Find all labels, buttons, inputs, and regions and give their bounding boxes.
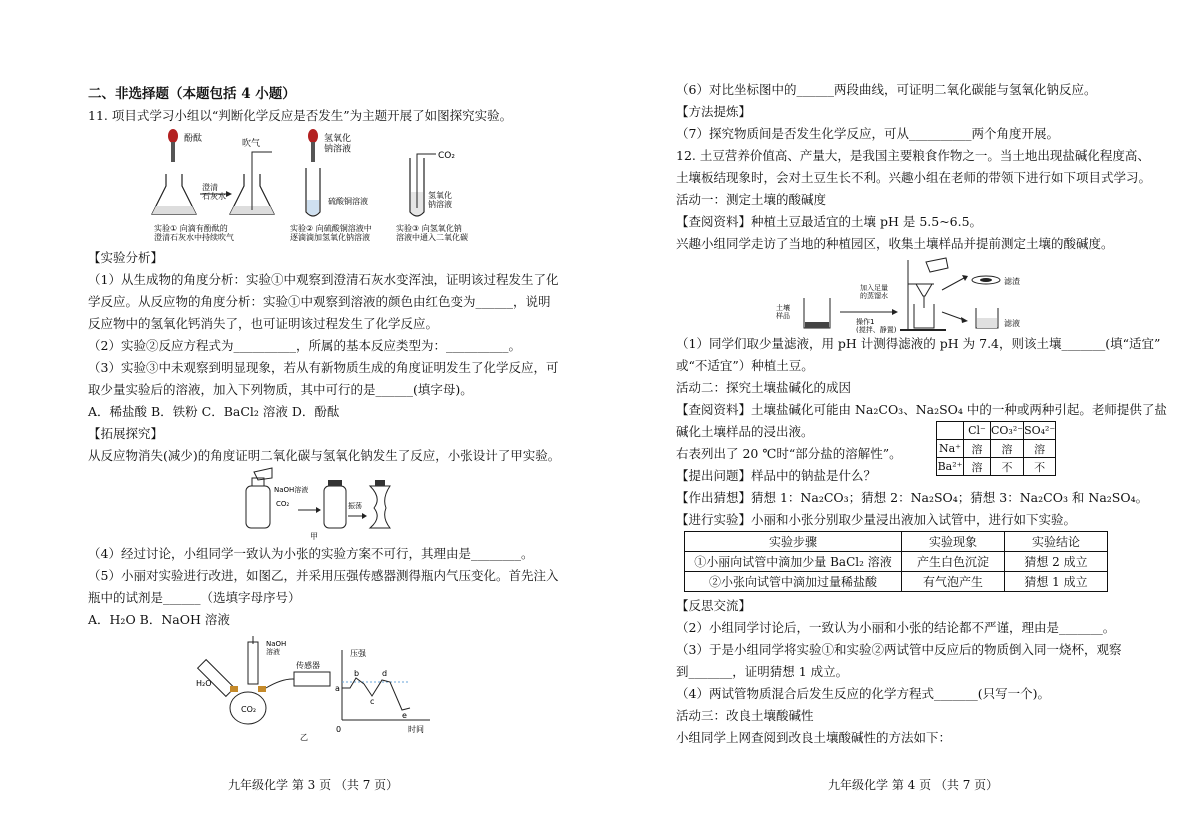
right-page [600, 0, 1200, 831]
table-cell: Ba²⁺ [937, 458, 964, 476]
figure-jia [236, 466, 396, 542]
text-line: 小组同学上网查阅到改良土壤酸碱性的方法如下： [676, 730, 952, 745]
activity-heading: 活动二：探究土壤盐碱化的成因 [676, 380, 852, 395]
table-cell: CO₃²⁻ [991, 422, 1024, 440]
label-co2: CO₂ [438, 151, 455, 161]
table-row [937, 422, 1056, 440]
table-cell: ①小丽向试管中滴加少量 BaCl₂ 溶液 [685, 552, 902, 572]
page-footer: 九年级化学 第 3 页 （共 7 页） [228, 778, 399, 792]
table-row [937, 440, 1056, 458]
table-cell: SO₄²⁻ [1024, 422, 1056, 440]
bottle-icon [246, 486, 270, 528]
label-co2: CO₂ [241, 705, 257, 714]
point-label: c [370, 697, 375, 706]
caption-yi: 乙 [300, 733, 308, 742]
label-naoh: NaOH 溶液 [266, 640, 287, 657]
table-cell: 产生白色沉淀 [902, 552, 1005, 572]
options-line: A．H₂O B．NaOH 溶液 [88, 612, 230, 627]
dropper-icon [308, 129, 318, 162]
caption-exp3: 实验③ 向氢氧化钠溶液中通入二氧化碳 [396, 224, 468, 243]
text-line: 从反应物消失(减少)的角度证明二氧化碳与氢氧化钠发生了反应，小张设计了甲实验。 [88, 448, 561, 463]
caption-jia: 甲 [310, 532, 318, 541]
table-header: 实验现象 [902, 532, 1005, 552]
page-footer: 九年级化学 第 4 页 （共 7 页） [828, 778, 999, 792]
text-line: （6）对比坐标图中的______两段曲线，可证明二氧化碳能与氢氧化钠反应。 [676, 82, 1097, 97]
text-line: （5）小丽对实验进行改进，如图乙，并采用压强传感器测得瓶内气压变化。首先注入 [88, 568, 559, 583]
graph-origin: 0 [336, 725, 342, 734]
text-line: （3）于是小组同学将实验①和实验②两试管中反应后的物质倒入同一烧杯，观察 [676, 642, 1122, 657]
table-cell: 猜想 1 成立 [1005, 572, 1108, 592]
pressure-curve [342, 678, 410, 710]
table-cell: 溶 [964, 440, 991, 458]
table-row [937, 458, 1056, 476]
table-cell: 猜想 2 成立 [1005, 552, 1108, 572]
text-line: 土壤板结现象时，会对土豆生长不利。兴趣小组在老师的带领下进行如下项目式学习。 [676, 170, 1152, 185]
label-co2: CO₂ [276, 500, 290, 508]
extend-heading: 【拓展探究】 [88, 426, 164, 441]
text-line: 右表列出了 20 ℃时“部分盐的溶解性”。 [676, 446, 902, 461]
caption-exp1: 实验① 向滴有酚酞的澄清石灰水中持续吹气 [154, 224, 234, 243]
text-line: 【查阅资料】种植土豆最适宜的土壤 pH 是 5.5~6.5。 [676, 214, 983, 229]
text-line: 取少量实验后的溶液，加入下列物质，其中可行的是______(填字母)。 [88, 382, 473, 397]
activity-heading: 活动三：改良土壤酸碱性 [676, 708, 814, 723]
table-header: 实验步骤 [685, 532, 902, 552]
label-naoh: NaOH溶液 [274, 486, 309, 494]
filter-figure [770, 254, 1030, 334]
caption-exp2: 实验② 向硫酸铜溶液中逐滴滴加氢氧化钠溶液 [290, 224, 372, 243]
label-sensor: 传感器 [296, 661, 320, 670]
bottle-icon [370, 486, 390, 528]
table-cell: 溶 [991, 440, 1024, 458]
text-line: 兴趣小组同学走访了当地的种植园区，收集土壤样品并提前测定土壤的酸碱度。 [676, 236, 1114, 251]
label-naoh-tube: 氢氧化钠溶液 [428, 191, 452, 210]
text-line: （2）小组同学讨论后，一致认为小丽和小张的结论都不严谨，理由是_______。 [676, 620, 1116, 635]
label-filtrate: 滤液 [1004, 319, 1020, 328]
reflect-heading: 【反思交流】 [676, 598, 752, 613]
label-h2o: H₂O [196, 679, 212, 688]
label-naoh-drop: 氢氧化钠溶液 [324, 134, 352, 155]
dropper-icon [168, 129, 178, 162]
experiment-figure-1 [140, 128, 520, 246]
point-label: a [335, 684, 340, 693]
text-line: （7）探究物质间是否发生化学反应，可从__________两个角度开展。 [676, 126, 1059, 141]
text-line: 【查阅资料】土壤盐碱化可能由 Na₂CO₃、Na₂SO₄ 中的一种或两种引起。老师提供了盐 [676, 402, 1167, 417]
text-line: （3）实验③中未观察到明显现象，若从有新物质生成的角度证明发生了化学反应，可 [88, 360, 559, 375]
q12-stem: 12. 土豆营养价值高、产量大，是我国主要粮食作物之一。当土地出现盐碱化程度高、 [676, 148, 1150, 163]
text-line: 或“不适宜”）种植土豆。 [676, 358, 814, 373]
label-soil: 土壤样品 [776, 304, 790, 321]
bottle-icon [324, 486, 346, 528]
text-line: 瓶中的试剂是______（选填字母序号） [88, 590, 301, 605]
syringe-icon [198, 660, 235, 697]
label-phenol: 酚酞 [184, 134, 203, 144]
activity-heading: 活动一：测定土壤的酸碱度 [676, 192, 827, 207]
syringe-icon [248, 636, 258, 684]
text-line: （2）实验②反应方程式为__________，所属的基本反应类型为：__________。 [88, 338, 521, 353]
table-row [685, 552, 1108, 572]
table-cell: ②小张向试管中滴加过量稀盐酸 [685, 572, 902, 592]
text-line: （1）从生成物的角度分析：实验①中观察到澄清石灰水变浑浊，证明该过程发生了化 [88, 272, 559, 287]
label-shake: 振荡 [348, 502, 362, 510]
label-limewater: 澄清石灰水 [202, 183, 226, 202]
table-cell [937, 422, 964, 440]
options-line: A．稀盐酸 B．铁粉 C．BaCl₂ 溶液 D．酚酞 [88, 404, 340, 419]
table-cell: 不 [991, 458, 1024, 476]
text-line: （1）同学们取少量滤液，用 pH 计测得滤液的 pH 为 7.4，则该土壤_______(填“适宜” [676, 336, 1161, 351]
text-line: 【提出问题】样品中的钠盐是什么？ [676, 468, 877, 483]
table-cell: 溶 [964, 458, 991, 476]
table-cell: Na⁺ [937, 440, 964, 458]
table-row [685, 572, 1108, 592]
text-line: 到_______，证明猜想 1 成立。 [676, 664, 849, 679]
label-residue: 滤渣 [1004, 277, 1020, 286]
table-cell: Cl⁻ [964, 422, 991, 440]
filter-stand-icon [900, 258, 948, 330]
point-label: e [402, 711, 407, 720]
q11-stem: 11. 项目式学习小组以“判断化学反应是否发生”为主题开展了如图探究实验。 [88, 108, 513, 123]
label-op: 操作1 (搅拌、静置) [856, 318, 897, 334]
table-cell: 溶 [1024, 440, 1056, 458]
label-cuso4: 硫酸铜溶液 [328, 197, 368, 206]
table-cell: 有气泡产生 [902, 572, 1005, 592]
analysis-heading: 【实验分析】 [88, 250, 164, 265]
label-water: 加入足量的蒸馏水 [860, 284, 888, 301]
text-line: （4）经过讨论，小组同学一致认为小张的实验方案不可行，其理由是________。 [88, 546, 534, 561]
graph-xlabel: 时间 [408, 725, 424, 734]
experiment-table [684, 531, 1108, 592]
table-header: 实验结论 [1005, 532, 1108, 552]
point-label: d [382, 669, 388, 678]
point-label: b [354, 669, 360, 678]
text-line: 学反应。从反应物的角度分析：实验①中观察到溶液的颜色由红色变为______，说明 [88, 294, 551, 309]
table-row [685, 532, 1108, 552]
text-line: 碱化土壤样品的浸出液。 [676, 424, 814, 439]
text-line: （4）两试管物质混合后发生反应的化学方程式_______(只写一个)。 [676, 686, 1050, 701]
sensor-box [294, 672, 330, 686]
text-line: 反应物中的氢氧化钙消失了，也可证明该过程发生了化学反应。 [88, 316, 439, 331]
method-heading: 【方法提炼】 [676, 104, 752, 119]
solubility-table [936, 421, 1056, 476]
graph-ylabel: 压强 [350, 649, 366, 658]
text-line: 【作出猜想】猜想 1：Na₂CO₃；猜想 2：Na₂SO₄；猜想 3：Na₂CO₃ 和 Na₂SO₄。 [676, 490, 1149, 505]
figure-yi [190, 636, 450, 748]
text-line: 【进行实验】小丽和小张分别取少量浸出液加入试管中，进行如下实验。 [676, 512, 1077, 527]
section-title: 二、非选择题（本题包括 4 小题） [88, 86, 296, 102]
table-cell: 不 [1024, 458, 1056, 476]
label-blow: 吹气 [242, 139, 261, 149]
